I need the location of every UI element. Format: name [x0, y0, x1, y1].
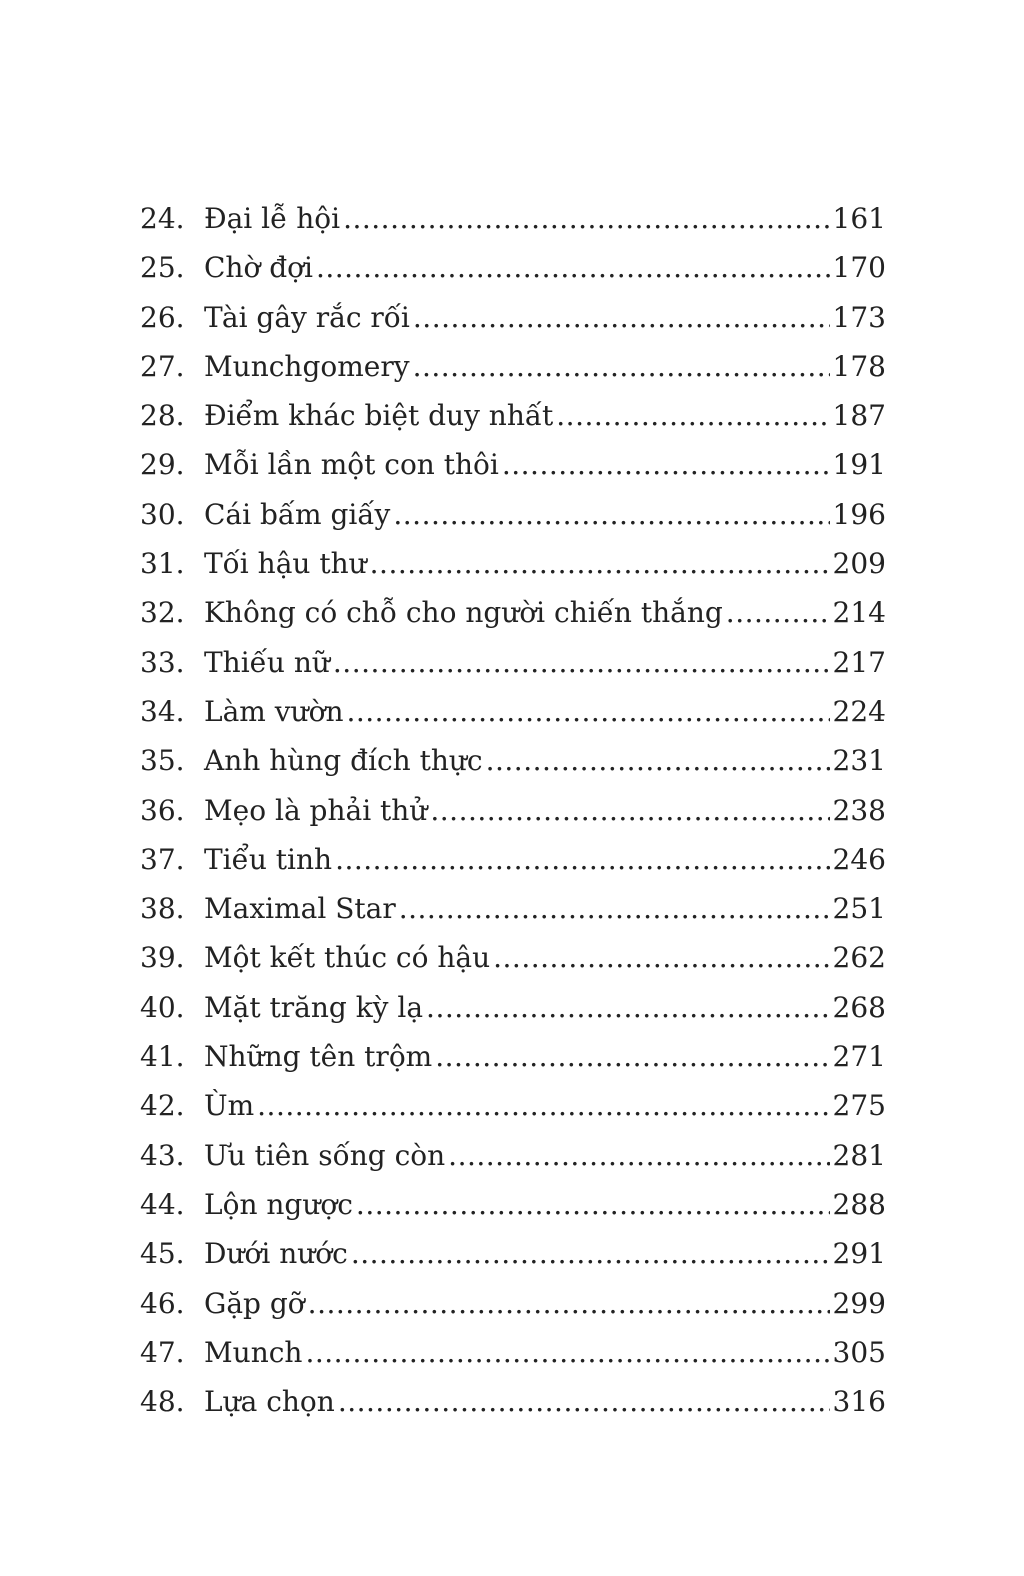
- toc-entry: [140, 1032, 886, 1081]
- toc-entry-title: Mặt trăng kỳ lạ: [204, 990, 424, 1024]
- toc-entry: [140, 786, 886, 835]
- toc-entry-page-number: 246: [832, 842, 886, 876]
- toc-entry: [140, 933, 886, 982]
- toc-entry-title: Không có chỗ cho người chiến thắng: [204, 596, 723, 630]
- table-of-contents: [140, 194, 886, 1426]
- toc-entry: [140, 293, 886, 342]
- toc-entry-page-number: 316: [832, 1385, 886, 1419]
- toc-entry: [140, 835, 886, 884]
- toc-entry: [140, 1279, 886, 1328]
- dot-leader: [430, 786, 829, 835]
- toc-entry-number: 43.: [140, 1138, 185, 1172]
- dot-leader: [370, 539, 830, 588]
- toc-entry-number: 31.: [140, 547, 185, 581]
- toc-entry-title: Đại lễ hội: [204, 202, 341, 235]
- toc-entry-title: Anh hùng đích thực: [204, 744, 483, 778]
- toc-entry-page-number: 224: [832, 694, 886, 728]
- dot-leader: [257, 1081, 829, 1130]
- toc-entry-page-number: 196: [832, 497, 886, 531]
- toc-entry: [140, 194, 886, 243]
- toc-entry: [140, 342, 886, 391]
- toc-entry-title: Ưu tiên sống còn: [204, 1138, 446, 1172]
- toc-entry-number: 30.: [140, 497, 185, 531]
- dot-leader: [726, 588, 830, 637]
- toc-entry-number: 45.: [140, 1237, 185, 1271]
- dot-leader: [316, 243, 830, 292]
- toc-entry-page-number: 214: [832, 596, 886, 630]
- dot-leader: [335, 835, 829, 884]
- toc-entry-number: 24.: [140, 202, 185, 235]
- toc-entry: [140, 638, 886, 687]
- toc-entry: [140, 983, 886, 1032]
- toc-entry-page-number: 299: [832, 1286, 886, 1320]
- toc-entry-title: Lựa chọn: [204, 1385, 335, 1419]
- dot-leader: [502, 440, 830, 489]
- dot-leader: [305, 1328, 829, 1377]
- toc-entry-title: Cái bấm giấy: [204, 497, 391, 531]
- toc-entry-title: Tài gây rắc rối: [204, 300, 410, 334]
- toc-entry-page-number: 268: [832, 990, 886, 1024]
- toc-entry-number: 32.: [140, 596, 185, 630]
- toc-entry: [140, 1377, 886, 1426]
- toc-entry: [140, 1081, 886, 1130]
- toc-entry-title: Tối hậu thư: [204, 547, 367, 581]
- dot-leader: [413, 293, 830, 342]
- toc-entry: [140, 687, 886, 736]
- toc-entry-page-number: 288: [832, 1187, 886, 1221]
- toc-entry-page-number: 251: [832, 892, 886, 926]
- toc-entry: [140, 243, 886, 292]
- toc-entry: [140, 391, 886, 440]
- toc-entry-page-number: 281: [832, 1138, 886, 1172]
- toc-entry-title: Munchgomery: [204, 349, 410, 383]
- toc-entry-title: Ùm: [204, 1089, 255, 1123]
- dot-leader: [399, 884, 830, 933]
- dot-leader: [413, 342, 830, 391]
- toc-entry: [140, 1328, 886, 1377]
- toc-entry-title: Tiểu tinh: [204, 842, 333, 876]
- toc-entry-number: 38.: [140, 892, 185, 926]
- dot-leader: [343, 194, 829, 243]
- toc-entry-page-number: 275: [832, 1089, 886, 1123]
- dot-leader: [393, 490, 829, 539]
- toc-entry-page-number: 217: [832, 645, 886, 679]
- toc-entry-page-number: 187: [832, 399, 886, 433]
- dot-leader: [435, 1032, 829, 1081]
- toc-entry: [140, 884, 886, 933]
- toc-entry-number: 27.: [140, 349, 185, 383]
- toc-entry-title: Một kết thúc có hậu: [204, 941, 491, 975]
- toc-entry-number: 41.: [140, 1040, 185, 1074]
- toc-entry-number: 39.: [140, 941, 185, 975]
- toc-entry-title: Lộn ngược: [204, 1187, 353, 1221]
- toc-entry-number: 26.: [140, 300, 185, 334]
- toc-entry: [140, 1131, 886, 1180]
- toc-entry-number: 36.: [140, 793, 185, 827]
- toc-entry-number: 42.: [140, 1089, 185, 1123]
- toc-entry-page-number: 291: [832, 1237, 886, 1271]
- toc-entry-number: 28.: [140, 399, 185, 433]
- toc-entry: [140, 490, 886, 539]
- dot-leader: [486, 736, 830, 785]
- toc-entry-title: Gặp gỡ: [204, 1286, 305, 1320]
- toc-entry: [140, 736, 886, 785]
- toc-entry-number: 34.: [140, 694, 185, 728]
- toc-entry-number: 47.: [140, 1335, 185, 1369]
- toc-entry-page-number: 170: [832, 251, 886, 285]
- toc-entry-title: Mẹo là phải thử: [204, 793, 428, 827]
- toc-entry-page-number: 231: [832, 744, 886, 778]
- toc-entry-page-number: 271: [832, 1040, 886, 1074]
- dot-leader: [556, 391, 829, 440]
- toc-entry-page-number: 262: [832, 941, 886, 975]
- toc-entry-number: 37.: [140, 842, 185, 876]
- dot-leader: [356, 1180, 830, 1229]
- toc-entry-page-number: 178: [832, 349, 886, 383]
- toc-entry-title: Dưới nước: [204, 1237, 348, 1271]
- toc-entry-page-number: 191: [832, 448, 886, 482]
- dot-leader: [426, 983, 830, 1032]
- toc-entry-number: 40.: [140, 990, 185, 1024]
- dot-leader: [333, 638, 830, 687]
- toc-entry-page-number: 173: [832, 300, 886, 334]
- dot-leader: [338, 1377, 830, 1426]
- toc-entry-title: Maximal Star: [204, 892, 396, 926]
- toc-entry-number: 44.: [140, 1187, 185, 1221]
- dot-leader: [346, 687, 829, 736]
- toc-entry-title: Munch: [204, 1335, 303, 1369]
- toc-entry-page-number: 161: [832, 202, 886, 235]
- toc-entry-page-number: 305: [832, 1335, 886, 1369]
- dot-leader: [493, 933, 829, 982]
- toc-entry: [140, 440, 886, 489]
- toc-entry-page-number: 238: [832, 793, 886, 827]
- toc-entry-number: 35.: [140, 744, 185, 778]
- dot-leader: [448, 1131, 829, 1180]
- toc-entry-number: 48.: [140, 1385, 185, 1419]
- toc-entry-number: 29.: [140, 448, 185, 482]
- toc-entry-title: Làm vườn: [204, 694, 344, 728]
- dot-leader: [351, 1229, 830, 1278]
- toc-entry: [140, 539, 886, 588]
- toc-entry-number: 25.: [140, 251, 185, 285]
- toc-entry-title: Những tên trộm: [204, 1040, 433, 1074]
- toc-entry-title: Chờ đợi: [204, 251, 313, 285]
- dot-leader: [308, 1279, 830, 1328]
- toc-entry-number: 33.: [140, 645, 185, 679]
- toc-entry: [140, 1180, 886, 1229]
- toc-entry: [140, 588, 886, 637]
- toc-entry-title: Điểm khác biệt duy nhất: [204, 399, 554, 433]
- toc-entry-number: 46.: [140, 1286, 185, 1320]
- toc-entry: [140, 1229, 886, 1278]
- toc-entry-page-number: 209: [832, 547, 886, 581]
- toc-entry-title: Mỗi lần một con thôi: [204, 448, 499, 482]
- toc-entry-title: Thiếu nữ: [204, 645, 330, 679]
